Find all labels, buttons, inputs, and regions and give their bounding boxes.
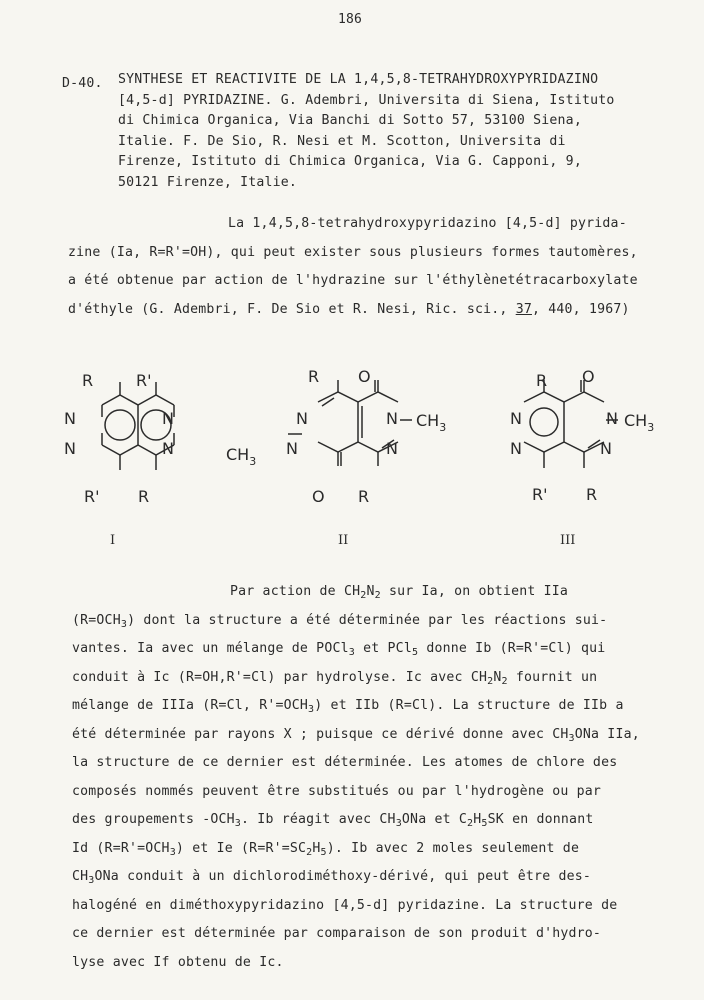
structure-II-methyl-right: $CH_3$ bbox=[416, 411, 447, 434]
page-number: 186 bbox=[338, 12, 363, 27]
structure-III-N: N bbox=[510, 409, 522, 428]
structure-III-N: N bbox=[606, 409, 618, 428]
structure-I-R-top-left: R bbox=[82, 371, 94, 390]
header-line: Italie. F. De Sio, R. Nesi et M. Scotton, Universita di bbox=[118, 133, 566, 149]
reference-id: D-40. bbox=[62, 76, 103, 91]
paragraph-line: $(R=OCH_3)$ dont la structure a été déterminée par les réactions sui- bbox=[72, 612, 608, 630]
structure-I-R-top-right: R' bbox=[136, 371, 152, 390]
header-line: 50121 Firenze, Italie. bbox=[118, 174, 298, 190]
header-block bbox=[118, 70, 615, 193]
structure-I-N: N bbox=[162, 439, 174, 458]
paragraph-line bbox=[68, 296, 638, 325]
header-line: Firenze, Istituto di Chimica Organica, Via G. Capponi, 9, bbox=[118, 154, 582, 169]
structure-II-N: N bbox=[286, 439, 298, 458]
citation-text: d'éthyle (G. Adembri, F. De Sio et R. Nesi, Ric. sci., bbox=[68, 301, 516, 317]
paragraph-line: La 1,4,5,8-tetrahydroxypyridazino [4,5-d] pyrida- bbox=[228, 216, 627, 231]
structure-I-R-bottom-right: R bbox=[138, 487, 150, 506]
paragraph-line: ce dernier est déterminée par comparaison de son produit d'hydro- bbox=[72, 926, 602, 941]
structure-I-N: N bbox=[64, 409, 76, 428]
paragraph-line: conduit à Ic (R=OH,R'=Cl) par hydrolyse. Ic avec $CH_2N_2$ fournit un bbox=[72, 669, 598, 687]
structure-II-R-top: R bbox=[308, 367, 320, 386]
citation-volume: 37 bbox=[515, 301, 532, 317]
paragraph-line: mélange de IIIa (R=Cl, $R'=OCH_3$) et IIb (R=Cl). La structure de IIb a bbox=[72, 698, 624, 715]
structure-II-methyl-left: $CH_3$ bbox=[226, 445, 257, 468]
structure-II-N: N bbox=[296, 409, 308, 428]
paragraph-line: $CH_3ONa$ conduit à un dichlorodiméthoxy-dérivé, qui peut être des- bbox=[72, 869, 592, 886]
citation-text: , 440, 1967) bbox=[531, 301, 630, 317]
structure-I-N: N bbox=[64, 439, 76, 458]
paragraph-line: la structure de ce dernier est déterminée. Les atomes de chlore des bbox=[72, 755, 618, 770]
structure-III-label: III bbox=[560, 533, 576, 548]
structure-II-O-top: O bbox=[358, 367, 371, 386]
structure-II-label: II bbox=[338, 533, 349, 548]
paragraph-line: lyse avec If obtenu de Ic. bbox=[72, 954, 284, 970]
structure-I-N: N bbox=[162, 409, 174, 428]
structure-II-R-bottom: R bbox=[358, 487, 370, 506]
header-line: SYNTHESE ET REACTIVITE DE LA 1,4,5,8-TETRAHYDROXYPYRIDAZINO bbox=[118, 72, 599, 87]
structure-III-R-bottom-right: R bbox=[586, 485, 598, 504]
structure-III-R-bottom-left: R' bbox=[532, 485, 548, 504]
structure-I-label: I bbox=[110, 533, 116, 548]
header-line: di Chimica Organica, Via Banchi di Sotto 57, 53100 Siena, bbox=[118, 113, 582, 128]
structure-III-R-top: R bbox=[536, 371, 548, 390]
chemical-structures bbox=[40, 350, 680, 550]
paragraph-line: zine (Ia, R=R'=OH), qui peut exister sous plusieurs formes tautomères, bbox=[68, 244, 638, 260]
paragraph-line: Par action de $CH_2N_2$ sur Ia, on obtient IIa bbox=[230, 584, 569, 601]
structure-III-N: N bbox=[600, 439, 612, 458]
structure-I-R-bottom-left: R' bbox=[84, 487, 100, 506]
structure-III-O-top: O bbox=[582, 367, 595, 386]
structure-III-methyl: $CH_3$ bbox=[624, 411, 655, 434]
paragraph-line: a été obtenue par action de l'hydrazine sur l'éthylènetétracarboxylate bbox=[68, 273, 638, 288]
paragraph-intro bbox=[68, 210, 638, 324]
paragraph-line: Id $(R=R'=OCH_3)$ et Ie $(R=R'=SC_2H_5)$. Ib avec 2 moles seulement de bbox=[72, 840, 580, 858]
header-line: [4,5-d] PYRIDAZINE. G. Adembri, Universita di Siena, Istituto bbox=[118, 92, 615, 108]
paragraph-reactions bbox=[72, 578, 640, 977]
paragraph-line: halogéné en diméthoxypyridazino [4,5-d] pyridazine. La structure de bbox=[72, 897, 618, 913]
paragraph-line: vantes. Ia avec un mélange de POCl$_3$ et PCl$_5$ donne Ib (R=R'=Cl) qui bbox=[72, 641, 606, 658]
structure-II-N: N bbox=[386, 439, 398, 458]
structure-II-O-bottom: O bbox=[312, 487, 325, 506]
structure-II-N: N bbox=[386, 409, 398, 428]
paragraph-line: composés nommés peuvent être substitués ou par l'hydrogène ou par bbox=[72, 783, 602, 799]
paragraph-line: été déterminée par rayons X ; puisque ce dérivé donne avec $CH_3ONa$ IIa, bbox=[72, 726, 640, 744]
paragraph-line: des groupements $-OCH_3$. Ib réagit avec $CH_3ONa$ et $C_2H_5SK$ en donnant bbox=[72, 812, 594, 829]
structure-III-N: N bbox=[510, 439, 522, 458]
